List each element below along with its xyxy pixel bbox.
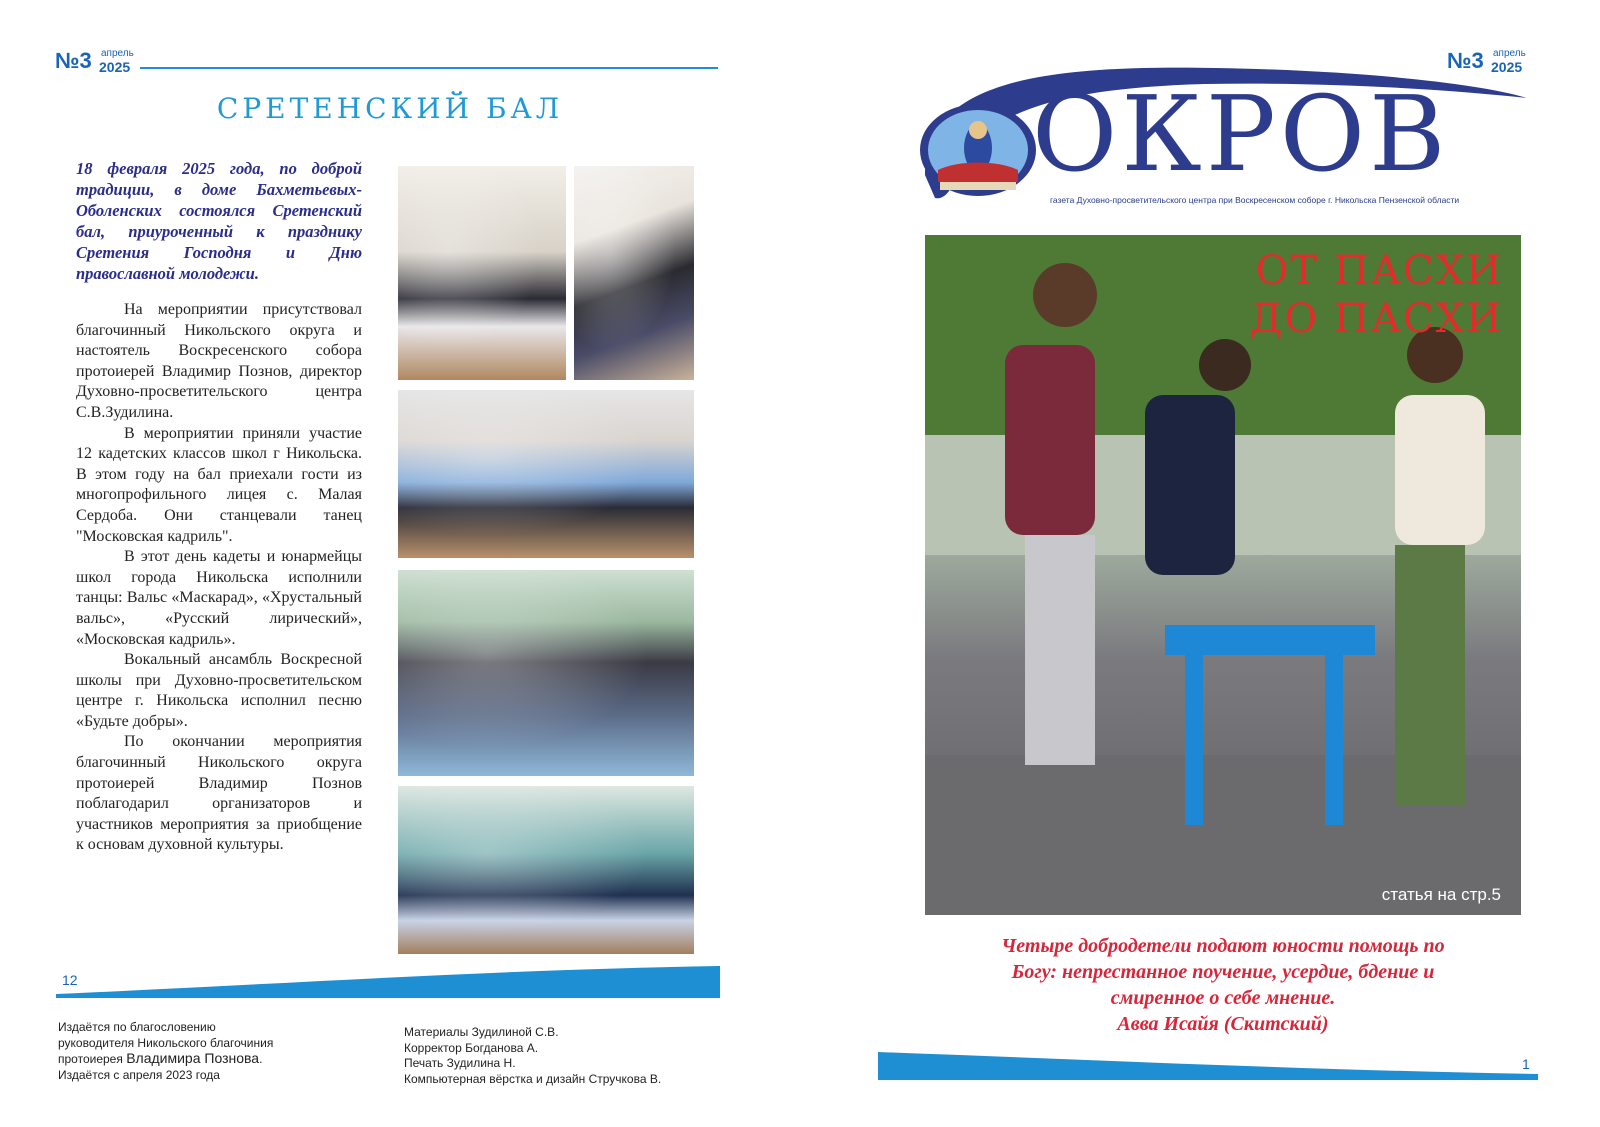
cover-headline: ОТ ПАСХИ ДО ПАСХИ	[1249, 248, 1503, 342]
masthead-icon	[918, 100, 1038, 205]
issue-badge	[55, 48, 134, 75]
paragraph: В мероприятии приняли участие 12 кадетских классов школ г Никольска. В этом году на бал приехали гости из многопрофильного лицея с. Малая Сердоба. Они станцевали танец "Московская кадриль".	[76, 424, 362, 545]
imprint-blessing: Издаётся по благословению руководителя Никольского благочиния протоиерея Владимира Познова. Издаётся с апреля 2023 года	[58, 1020, 274, 1082]
article-lead: 18 февраля 2025 года, по доброй традиции, в доме Бахметьевых-Оболенских состоялся Сретенский бал, приуроченный к празднику Сретения Господня и Дню православной молодежи.	[76, 159, 362, 283]
issue-month: апрель	[101, 48, 134, 59]
issue-number: №3	[1447, 48, 1484, 73]
top-rule	[140, 67, 718, 69]
issue-year: 2025	[1491, 59, 1523, 75]
masthead-subtitle: газета Духовно-просветительского центра при Воскресенском соборе г. Никольска Пензенской области	[1050, 195, 1460, 205]
bottom-wave-right	[878, 1050, 1538, 1080]
paragraph: Вокальный ансамбль Воскресной школы при Духовно-просветительском центре г. Никольска исполнил песню «Будьте добры».	[76, 651, 362, 730]
photo-hall-audience	[398, 570, 694, 776]
issue-number: №3	[55, 48, 92, 73]
paragraph: По окончании мероприятия благочинный Никольского округа протоиерей Владимир Познов поблагодарил организаторов и участников мероприятия за приобщение к основам духовной культуры.	[76, 733, 362, 854]
cover-quote: Четыре добродетели подают юности помощь по Богу: непрестанное поучение, усердие, бдение и смиренное о себе мнение. Авва Исайя (Скитский)	[1001, 935, 1445, 1035]
photo-dancing-couple	[398, 166, 566, 380]
paragraph: На мероприятии присутствовал благочинный Никольского округа и настоятель Воскресенского собора протоиерей Владимир Познов, директор Духовно-просветительского центра С.В.Зудилина.	[76, 301, 362, 421]
cover-photo	[925, 235, 1521, 915]
left-page	[0, 0, 780, 1127]
photo-ball-procession	[398, 786, 694, 954]
masthead-title: ОКРОВ	[1032, 73, 1450, 195]
issue-month: апрель	[1493, 48, 1526, 59]
page-number-right: 1	[1522, 1056, 1530, 1072]
paragraph: В этот день кадеты и юнармейцы школ города Никольска исполнили танцы: Вальс «Маскарад», «Хрустальный вальс», «Русский лирический», «Московская кадриль».	[76, 548, 362, 648]
issue-year: 2025	[99, 59, 131, 75]
photo-cadets-dance	[398, 390, 694, 558]
article-title: СРЕТЕНСКИЙ БАЛ	[216, 92, 564, 125]
imprint-credits: Материалы Зудилиной С.В. Корректор Богданова А. Печать Зудилина Н. Компьютерная вёрстка и дизайн Стручкова В.	[404, 1025, 662, 1086]
article-body	[76, 300, 362, 856]
page-number: 12	[62, 972, 78, 988]
bottom-wave	[56, 964, 720, 998]
photo-guests	[574, 166, 694, 380]
cover-note: статья на стр.5	[1381, 885, 1501, 904]
